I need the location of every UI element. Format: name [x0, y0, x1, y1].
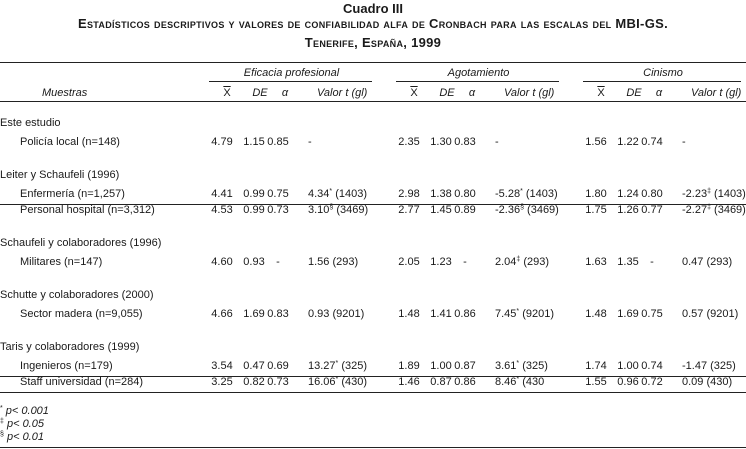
cell: 4.53 — [211, 204, 233, 216]
group-underline — [396, 81, 559, 82]
cell: 1.26 — [617, 204, 639, 216]
footnote — [0, 405, 49, 417]
group-header: Eficacia profesional — [243, 67, 340, 79]
group-header: Cinismo — [643, 67, 683, 79]
cell: 0.99 — [243, 188, 265, 200]
section-heading: Schaufeli y colaboradores (1996) — [0, 237, 162, 249]
cell: -2.23‡ (1403) — [682, 188, 746, 200]
footnote-text: p< 0.001 — [5, 405, 49, 417]
footnote — [0, 418, 44, 430]
footnote-text: p< 0.05 — [6, 418, 44, 430]
top-rule — [0, 62, 746, 63]
cell: 2.04‡ (293) — [495, 256, 550, 268]
cell: 0.77 — [641, 204, 663, 216]
cell: 1.23 — [430, 256, 452, 268]
column-header: Valor t (gl) — [504, 87, 555, 99]
cell: 1.38 — [430, 188, 452, 200]
cell: 1.48 — [585, 308, 607, 320]
column-header-muestras: Muestras — [42, 87, 88, 99]
cell: 0.09 (430) — [682, 376, 733, 388]
cell: 3.61* (325) — [495, 360, 548, 372]
cell: 1.30 — [430, 136, 452, 148]
group-underline — [209, 81, 372, 82]
column-header: $\overline{X}$ — [597, 87, 605, 99]
cell: 0.85 — [267, 136, 289, 148]
cell: 0.86 — [454, 376, 476, 388]
bottom-rule — [0, 392, 746, 393]
cell: 0.87 — [430, 376, 452, 388]
cell: 13.27* (325) — [308, 360, 368, 372]
cell: 0.69 — [267, 360, 289, 372]
cell: 0.80 — [454, 188, 476, 200]
cell: 0.75 — [267, 188, 289, 200]
cell: 1.69 — [243, 308, 265, 320]
row-label: Enfermería (n=1,257) — [20, 188, 125, 200]
column-header: Valor t (gl) — [691, 87, 742, 99]
cell: 2.98 — [398, 188, 420, 200]
row-label: Staff universidad (n=284) — [20, 376, 144, 388]
cell: - — [308, 136, 312, 148]
cell: 2.77 — [398, 204, 420, 216]
row-label: Ingenieros (n=179) — [20, 360, 113, 372]
cell: 0.83 — [267, 308, 289, 320]
cell: 3.10§ (3469) — [308, 204, 369, 216]
cell: 7.45* (9201) — [495, 308, 555, 320]
row-label: Militares (n=147) — [20, 256, 103, 268]
header-rule — [0, 101, 746, 102]
cell: 2.35 — [398, 136, 420, 148]
cell: 0.72 — [641, 376, 663, 388]
column-header: DE — [439, 87, 455, 99]
cell: -5.28* (1403) — [495, 188, 558, 200]
cell: -2.36§ (3469) — [495, 204, 559, 216]
cell: 1.80 — [585, 188, 607, 200]
group-header: Agotamiento — [447, 67, 510, 79]
cell: 0.87 — [454, 360, 476, 372]
group-underline — [583, 81, 741, 82]
cell: - — [650, 256, 654, 268]
cell: 1.48 — [398, 308, 420, 320]
row-label: Personal hospital (n=3,312) — [20, 204, 155, 216]
cell: 1.22 — [617, 136, 639, 148]
row-label: Policía local (n=148) — [20, 136, 120, 148]
row-label: Sector madera (n=9,055) — [20, 308, 143, 320]
page-bottom-rule — [0, 447, 746, 448]
column-header: α — [281, 87, 289, 99]
section-heading: Schutte y colaboradores (2000) — [0, 289, 154, 301]
cell: 1.69 — [617, 308, 639, 320]
cell: 8.46* (430 — [495, 376, 545, 388]
cell: 4.60 — [211, 256, 233, 268]
cell: 1.75 — [585, 204, 607, 216]
cell: 0.83 — [454, 136, 476, 148]
cell: -1.47 (325) — [682, 360, 736, 372]
cell: 1.35 — [617, 256, 639, 268]
table-subtitle: Tenerife, España, 1999 — [304, 35, 442, 50]
cell: 0.47 (293) — [682, 256, 733, 268]
column-header: α — [655, 87, 663, 99]
cell: 4.66 — [211, 308, 233, 320]
table-number: Cuadro III — [343, 1, 403, 16]
cell: -2.27‡ (3469) — [682, 204, 746, 216]
cell: 1.24 — [617, 188, 639, 200]
cell: 1.63 — [585, 256, 607, 268]
cell: 1.00 — [617, 360, 639, 372]
column-header: Valor t (gl) — [317, 87, 368, 99]
cell: 0.74 — [641, 136, 663, 148]
footnote-symbol: ‡ — [0, 418, 4, 425]
column-header: α — [468, 87, 476, 99]
cell: - — [495, 136, 499, 148]
cell: 0.75 — [641, 308, 663, 320]
cell: 0.80 — [641, 188, 663, 200]
column-header: $\overline{X}$ — [410, 87, 418, 99]
section-heading: Taris y colaboradores (1999) — [0, 341, 140, 353]
column-header: DE — [252, 87, 268, 99]
cell: 3.25 — [211, 376, 233, 388]
cell: 16.06* (430) — [308, 376, 368, 388]
cell: 0.47 — [243, 360, 265, 372]
cell: 0.73 — [267, 376, 289, 388]
cell: - — [682, 136, 686, 148]
section-heading: Leiter y Schaufeli (1996) — [0, 169, 120, 181]
cell: 1.00 — [430, 360, 452, 372]
cell: 1.45 — [430, 204, 452, 216]
cell: 0.57 (9201) — [682, 308, 739, 320]
footnote — [0, 431, 44, 443]
cell: 1.74 — [585, 360, 607, 372]
section-heading: Este estudio — [0, 117, 61, 129]
cell: 1.56 (293) — [308, 256, 359, 268]
cell: 0.96 — [617, 376, 639, 388]
cell: 4.34* (1403) — [308, 188, 368, 200]
cell: 4.79 — [211, 136, 233, 148]
cell: - — [463, 256, 467, 268]
cell: 1.89 — [398, 360, 420, 372]
cell: 3.54 — [211, 360, 233, 372]
cell: 0.93 (9201) — [308, 308, 365, 320]
cell: 0.73 — [267, 204, 289, 216]
cell: 2.05 — [398, 256, 420, 268]
table-title: Estadísticos descriptivos y valores de confiabilidad alfa de Cronbach para las escalas del MBI-GS. — [78, 16, 668, 31]
cell: 0.82 — [243, 376, 265, 388]
cell: 0.86 — [454, 308, 476, 320]
column-header: $\overline{X}$ — [223, 87, 231, 99]
cell: 1.15 — [243, 136, 265, 148]
cell: 0.93 — [243, 256, 265, 268]
cell: 0.89 — [454, 204, 476, 216]
column-header: DE — [626, 87, 642, 99]
cell: 0.74 — [641, 360, 663, 372]
footnote-symbol: § — [0, 431, 4, 438]
footnote-symbol: * — [0, 405, 3, 412]
cell: 4.41 — [211, 188, 233, 200]
cell: 1.41 — [430, 308, 452, 320]
cell: 1.46 — [398, 376, 420, 388]
cell: 1.55 — [585, 376, 607, 388]
cell: 1.56 — [585, 136, 607, 148]
footnote-text: p< 0.01 — [6, 431, 44, 443]
cell: 0.99 — [243, 204, 265, 216]
cell: - — [276, 256, 280, 268]
